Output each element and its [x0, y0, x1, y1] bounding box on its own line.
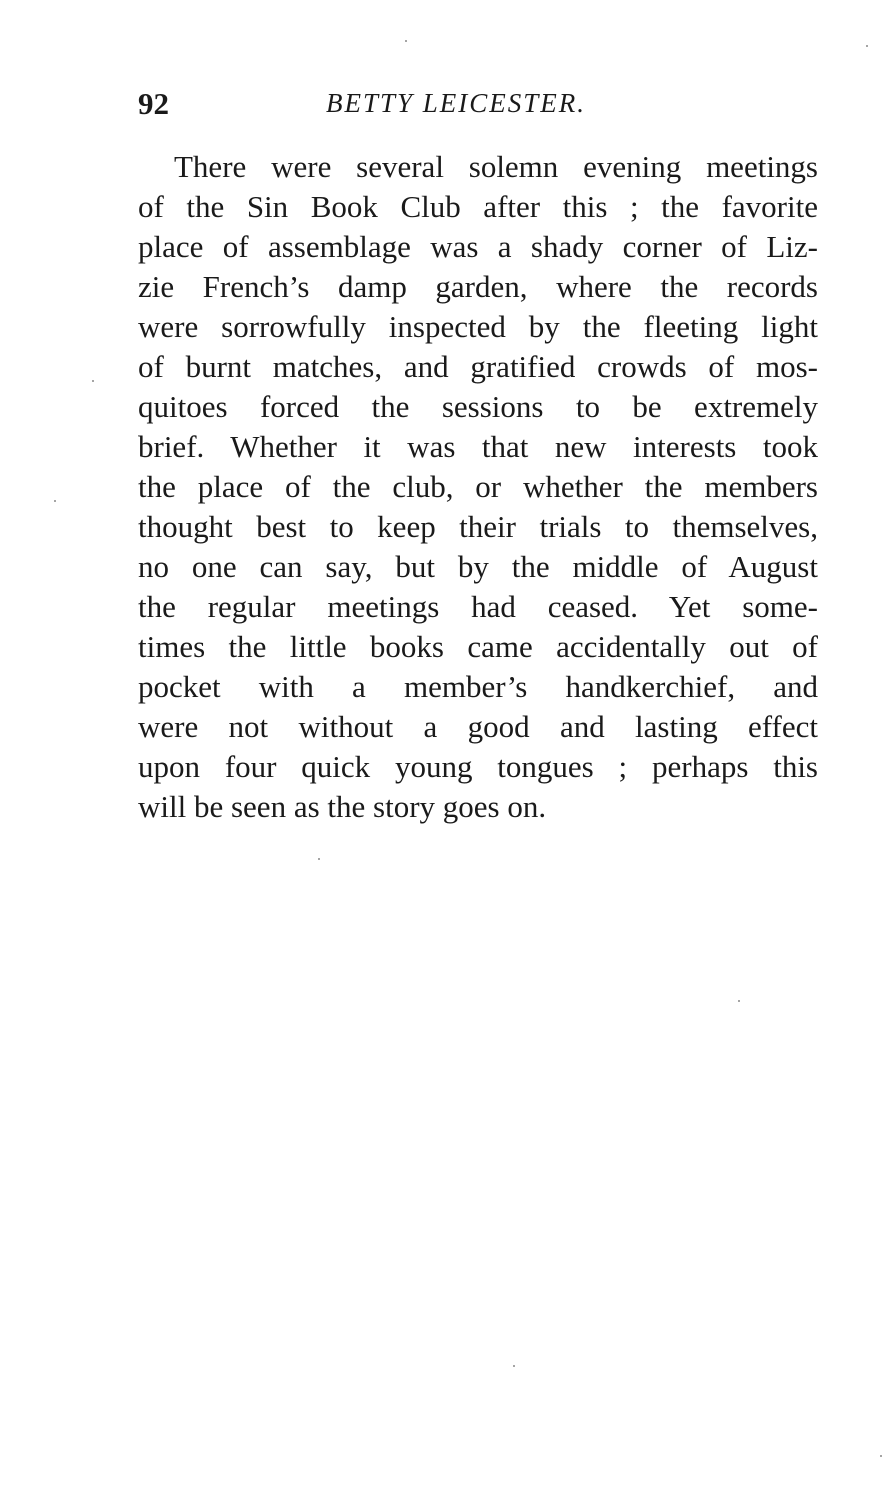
text-line: will be seen as the story goes on. — [138, 789, 547, 824]
scan-speck — [92, 380, 94, 382]
text-line: of the Sin Book Club after this ; the favorite — [138, 189, 818, 224]
text-line: the regular meetings had ceased. Yet some- — [138, 589, 818, 624]
text-line: brief. Whether it was that new interests took — [138, 429, 818, 464]
running-title: BETTY LEICESTER. — [326, 88, 587, 118]
text-line: the place of the club, or whether the members — [138, 469, 818, 504]
page-number: 92 — [138, 86, 169, 121]
text-line: zie French’s damp garden, where the records — [138, 269, 818, 304]
scan-speck — [513, 1365, 515, 1367]
text-line: pocket with a member’s handkerchief, and — [138, 669, 818, 704]
page-header — [138, 86, 818, 126]
scan-speck — [318, 858, 320, 860]
scan-speck — [866, 45, 868, 47]
text-line: There were several solemn evening meetings — [174, 149, 818, 184]
scan-speck — [405, 40, 407, 42]
text-line: times the little books came accidentally out of — [138, 629, 818, 664]
text-line: were sorrowfully inspected by the fleeting light — [138, 309, 818, 344]
text-line: place of assemblage was a shady corner of Liz- — [138, 229, 818, 264]
scan-speck — [54, 500, 56, 502]
body-paragraph — [138, 147, 818, 827]
scan-speck — [880, 1455, 882, 1457]
text-line: were not without a good and lasting effect — [138, 709, 818, 744]
text-line: upon four quick young tongues ; perhaps this — [138, 749, 818, 784]
text-line: no one can say, but by the middle of August — [138, 549, 818, 584]
text-line: of burnt matches, and gratified crowds of mos- — [138, 349, 818, 384]
scan-speck — [738, 1000, 740, 1002]
text-line: thought best to keep their trials to themselves, — [138, 509, 818, 544]
text-line: quitoes forced the sessions to be extremely — [138, 389, 818, 424]
